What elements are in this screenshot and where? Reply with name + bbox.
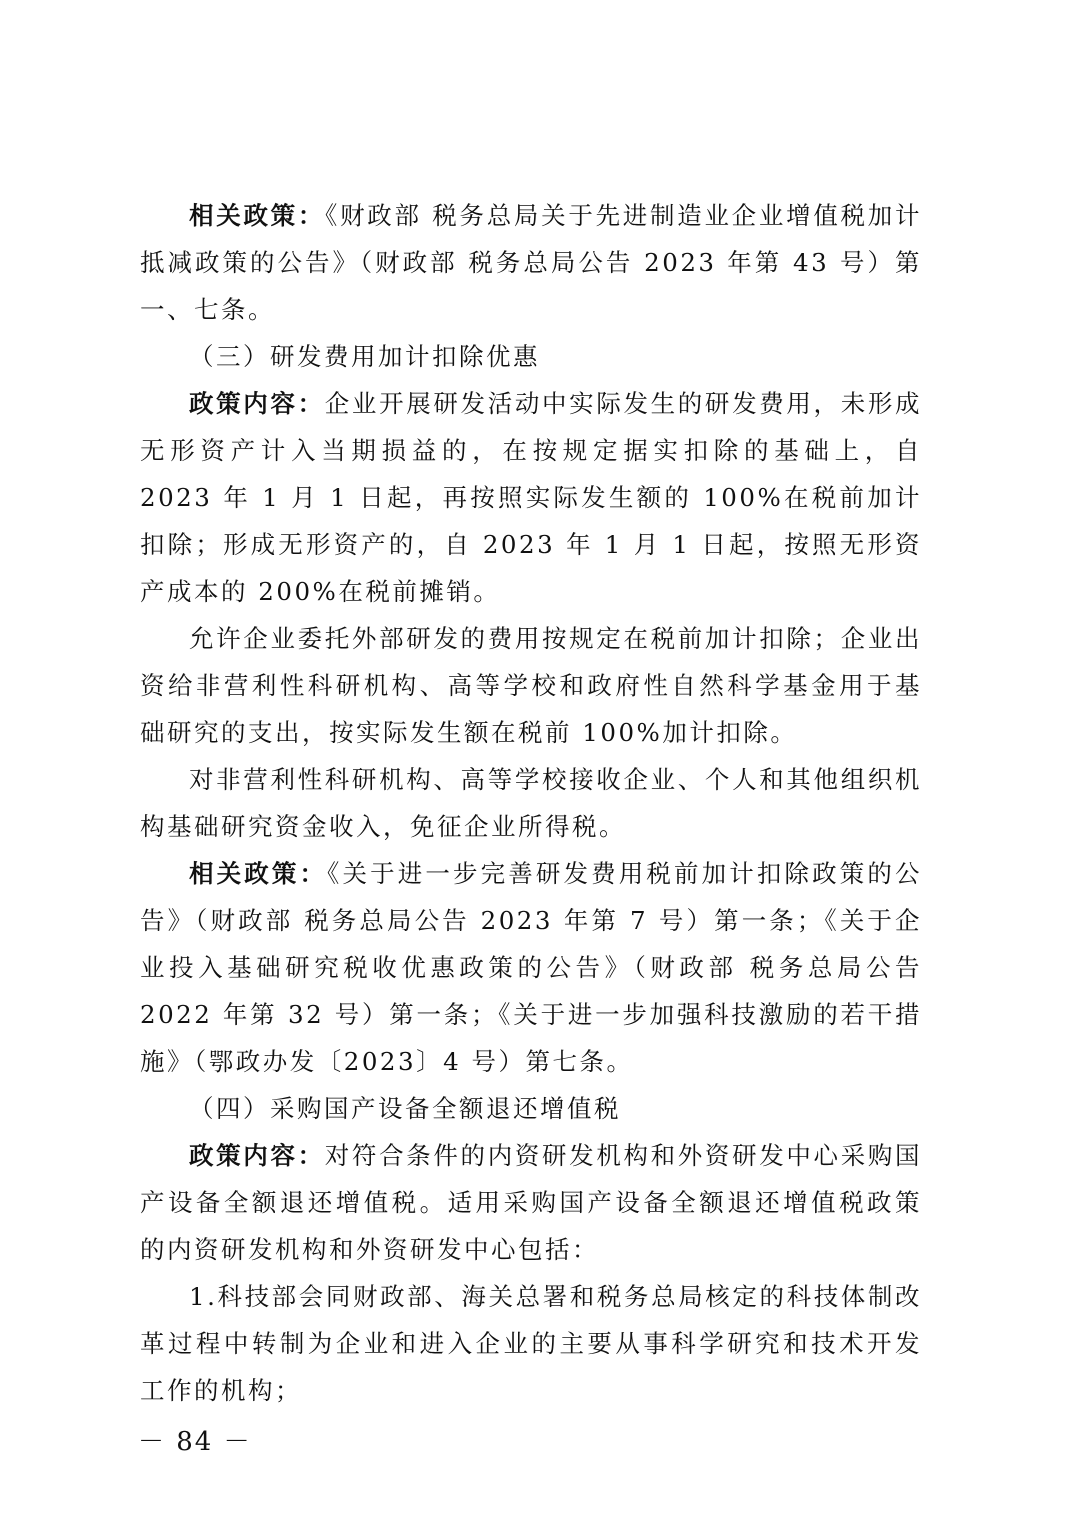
heading-text: （三）研发费用加计扣除优惠	[189, 342, 540, 371]
paragraph-label: 相关政策：	[189, 859, 328, 888]
paragraph-text: 《关于进一步完善研发费用税前加计扣除政策的公告》（财政部 税务总局公告 2023 年第 7 号）第一条；《关于企业投入基础研究税收优惠政策的公告》（财政部 税务总局公告 2022 年第 32 号）第一条；《关于进一步加强科技激励的若干措施》（鄂政办发〔2023〕4 号）第七条。	[140, 859, 922, 1076]
page-number: － 84 －	[138, 1427, 252, 1457]
section-heading-rd-deduction	[140, 333, 922, 380]
paragraph-text: 企业开展研发活动中实际发生的研发费用，未形成无形资产计入当期损益的，在按规定据实扣除的基础上，自 2023 年 1 月 1 日起，再按照实际发生额的 100%在税前加计扣除；形成无形资产的，自 2023 年 1 月 1 日起，按照无形资产成本的 200%在税前摊销。	[140, 389, 923, 606]
paragraph-text: 对非营利性科研机构、高等学校接收企业、个人和其他组织机构基础研究资金收入，免征企业所得税。	[140, 765, 922, 841]
paragraph-label: 政策内容：	[189, 1141, 325, 1170]
section-heading-equipment-refund	[140, 1085, 922, 1132]
paragraph-text: 对符合条件的内资研发机构和外资研发中心采购国产设备全额退还增值税。适用采购国产设备全额退还增值税政策的内资研发机构和外资研发中心包括：	[140, 1141, 923, 1264]
paragraph-label: 政策内容：	[189, 389, 325, 418]
heading-text: （四）采购国产设备全额退还增值税	[189, 1094, 621, 1123]
paragraph-label: 相关政策：	[189, 201, 326, 230]
paragraph-outsourced-rd	[140, 615, 922, 756]
paragraph-list-item-1	[140, 1273, 922, 1414]
paragraph-related-policy-vat	[140, 192, 922, 333]
document-body	[140, 192, 922, 1414]
paragraph-related-policy-rd	[140, 850, 922, 1085]
paragraph-text: 1.科技部会同财政部、海关总署和税务总局核定的科技体制改革过程中转制为企业和进入企业的主要从事科学研究和技术开发工作的机构；	[140, 1282, 922, 1405]
paragraph-nonprofit-exemption	[140, 756, 922, 850]
paragraph-text: 允许企业委托外部研发的费用按规定在税前加计扣除；企业出资给非营利性科研机构、高等学校和政府性自然科学基金用于基础研究的支出，按实际发生额在税前 100%加计扣除。	[140, 624, 922, 747]
paragraph-policy-content-rd	[140, 380, 922, 615]
paragraph-text: 《财政部 税务总局关于先进制造业企业增值税加计抵减政策的公告》（财政部 税务总局公告 2023 年第 43 号）第一、七条。	[140, 201, 922, 324]
paragraph-policy-content-equipment	[140, 1132, 922, 1273]
